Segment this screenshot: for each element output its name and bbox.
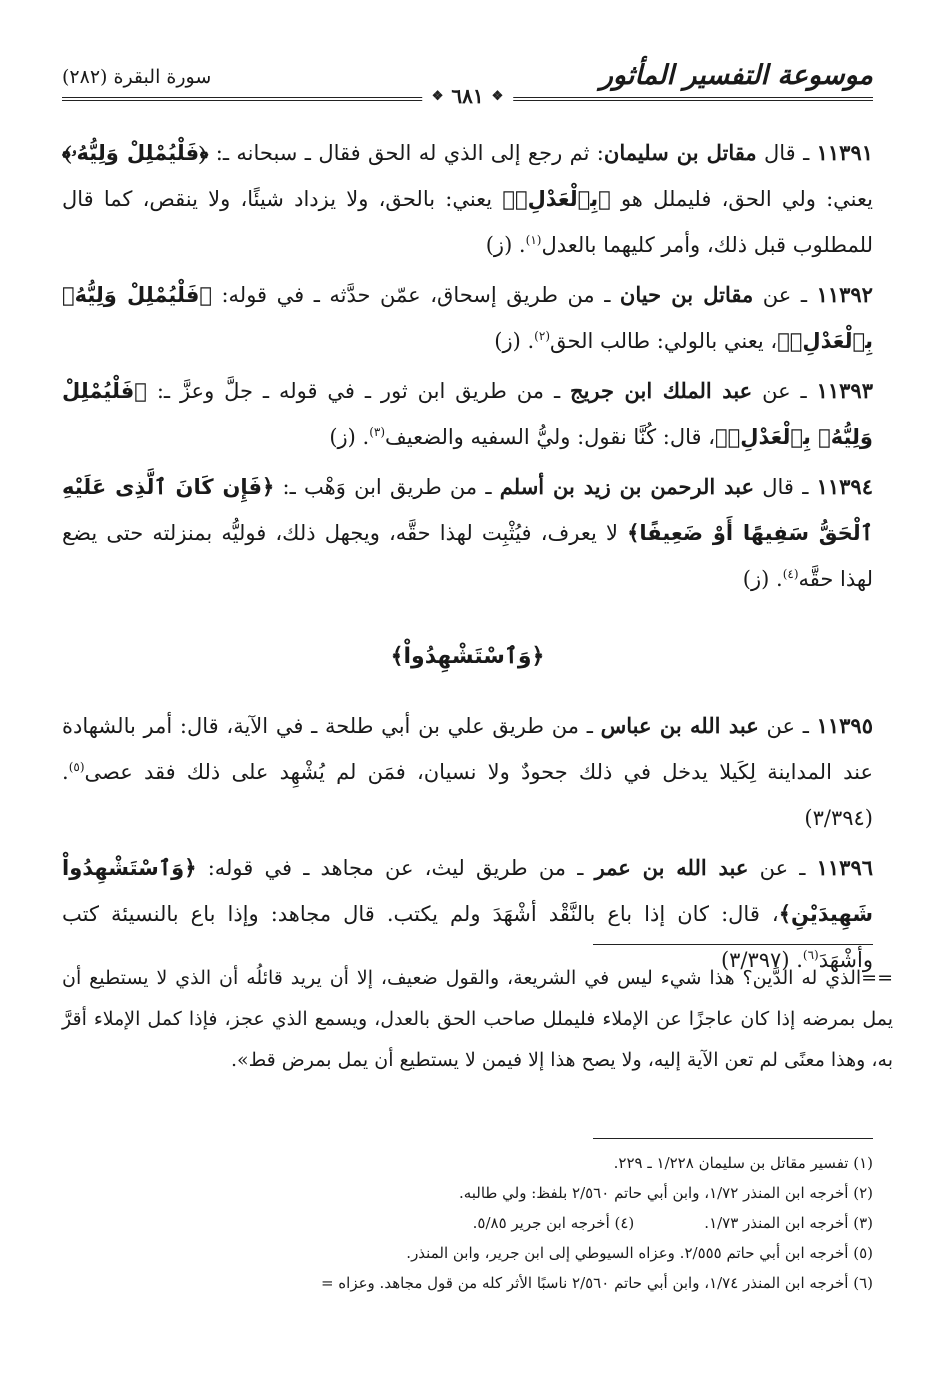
footnote-item: (٢) أخرجه ابن المنذر ١/٧٢، وابن أبي حاتم ٢/٥٦٠ بلفظ: ولي طالبه. [458, 1184, 873, 1202]
footnote-ref: (٦) [802, 948, 819, 962]
footnote-ref: (٥) [68, 760, 85, 774]
footnote-ref: (١) [525, 233, 542, 247]
text-run: ، يعني بالولي: طالب الحق [550, 329, 778, 353]
page-number-box [422, 84, 514, 108]
text-run: ـ عن [752, 379, 817, 403]
narrator-name: عبد الله بن عمر [594, 855, 749, 880]
narrator-name: مقاتل بن حيان [619, 282, 754, 307]
text-run: ـ من طريق ابن وَهْب ـ: [274, 475, 500, 499]
surah-title: سورة البقرة (٢٨٢) [62, 66, 212, 88]
text-run: ـ من طريق علي بن أبي طلحة ـ في الآية، قال: أمر بالشهادة عند المداينة لِكَيلا يدخل في ذلك جحودٌ ولا نسيان، فمَن لم يُشْهِد على ذلك فقد عصى [62, 714, 873, 784]
narration-paragraph [62, 703, 873, 841]
text-run: يعني: بالحق، ولا يزداد شيئًا، ولا ينقص، كما قال للمطلوب قبل ذلك، وأمر كليهما بالعدل [62, 187, 873, 257]
text-run: ـ عن [748, 856, 817, 880]
narration-paragraph [62, 272, 873, 364]
text-run: ـ قال [756, 141, 817, 165]
text-run: ـ عن [753, 283, 817, 307]
footnote-row [62, 1208, 873, 1238]
text-run: : ثم رجع إلى الذي له الحق فقال ـ سبحانه ـ: [208, 141, 604, 165]
source-code: . (ز) [329, 425, 370, 449]
text-run: يعني: ولي الحق، فليملل هو [610, 187, 873, 211]
narration-paragraph [62, 368, 873, 460]
text-run: ـ من طريق ابن ثور ـ في قوله ـ جلَّ وعزَّ ـ: [146, 379, 571, 403]
narrator-name: عبد الرحمن بن زيد بن أسلم [499, 474, 755, 499]
narration-paragraph [62, 130, 873, 268]
narration-number: ١١٣٩٢ [816, 282, 873, 307]
text-run: ـ قال [754, 475, 817, 499]
narration-number: ١١٣٩٣ [816, 378, 873, 403]
narration-number: ١١٣٩٤ [816, 474, 873, 499]
quran-quote: ﴿فَلْيُمْلِلْ وَلِيُّهُۥ﴾ [62, 141, 209, 165]
page-number: ٦٨١ [451, 84, 484, 108]
narration-number: ١١٣٩١ [816, 140, 874, 165]
main-text [62, 130, 873, 987]
footnote-item: (١) تفسير مقاتل بن سليمان ١/٢٢٨ ـ ٢٢٩. [613, 1154, 873, 1172]
footnote-item: (٣) أخرجه ابن المنذر ١/٧٣. [704, 1214, 873, 1232]
quran-quote: ﴿وَٱسْتَشْهِدُواْ شَهِيدَيْنِ﴾ [62, 856, 873, 926]
narrator-name: مقاتل بن سليمان [603, 140, 757, 165]
text-run: ، قال: كان إذا باع بالنَّقْد أشْهَدَ ولم يكتب. قال مجاهد: وإذا باع بالنسيئة كتب وأشْهَدَ [62, 902, 873, 972]
source-code: . (ز) [494, 329, 535, 353]
page-header [62, 56, 873, 112]
narration-number: ١١٣٩٥ [816, 713, 873, 738]
footnote-item: (٦) أخرجه ابن المنذر ١/٧٤، وابن أبي حاتم ٢/٥٦٠ ناسبًا الأثر كله من قول مجاهد. وعزاه = [320, 1274, 873, 1292]
footnote-continuation: ==الذي له الدَّين؟ هذا شيء ليس في الشريعة، والقول ضعيف، إلا أن يريد قائلُه أن الذي لا يستطيع أن يمل بمرضه إذا كان عاجزًا عن الإملاء فليملل صاحب الحق بالعدل، ويسمع الذي عجز، فإذا كمل الإملاء أقرَّ به، وهذا معنًى لم تعن الآية إليه، ولا يصح هذا إلا فيمن لا يستطيع أن يمل بمرض قط». [62, 967, 893, 1071]
narrator-name: عبد الله بن عباس [600, 713, 759, 738]
quran-quote: ﴿فَلْيُمْلِلْ وَلِيُّهُۥ بِٱلْعَدْلِۚ﴾ [62, 283, 873, 353]
ornament-icon: ❖ [431, 88, 444, 104]
text-run: ـ من طريق ليث، عن مجاهد ـ في قوله: [196, 856, 595, 880]
source-code: . (٣/٣٩٧) [720, 948, 803, 972]
quran-quote: ﴿بِٱلْعَدْلِۚ﴾ [502, 187, 611, 211]
narration-number: ١١٣٩٦ [816, 855, 874, 880]
source-code: . (٣/٣٩٤) [62, 760, 873, 830]
footnote-item: (٥) أخرجه ابن أبي حاتم ٢/٥٥٥. وعزاه السيوطي إلى ابن جرير، وابن المنذر. [406, 1244, 873, 1262]
text-run: ، قال: كُنَّا نقول: وليُّ السفيه والضعيف [385, 425, 716, 449]
verse-section-heading: ﴿وَٱسْتَشْهِدُواْ﴾ [390, 644, 545, 669]
source-code: . (ز) [485, 233, 526, 257]
ornament-icon: ❖ [491, 88, 504, 104]
footnote-item: (٤) أخرجه ابن جرير ٥/٨٥. [472, 1214, 635, 1232]
narration-paragraph [62, 464, 873, 602]
book-title: موسوعة التفسير المأثور [599, 60, 873, 91]
text-run: ـ عن [758, 714, 817, 738]
footnote-ref: (٢) [534, 329, 550, 343]
footnote-separator [593, 1138, 873, 1139]
footnote-separator [593, 944, 873, 945]
footnote-ref: (٣) [369, 425, 386, 439]
text-run: لا يعرف، فيُثْبِت لهذا حقَّه، ويجهل ذلك، فوليُّه بمنزلته حتى يضع لهذا حقَّه [62, 521, 873, 591]
footnote-ref: (٤) [782, 567, 799, 581]
footnotes-list [62, 1148, 873, 1298]
narrator-name: عبد الملك ابن جريج [570, 378, 753, 403]
quran-quote: ﴿فَلْيُمْلِلْ وَلِيُّهُۥ بِٱلْعَدْلِۚ﴾ [62, 379, 873, 449]
source-code: . (ز) [742, 567, 783, 591]
text-run: ـ من طريق إسحاق، عمّن حدَّثه ـ في قوله: [211, 283, 620, 307]
quran-quote: ﴿فَإِن كَانَ ٱلَّذِى عَلَيْهِ ٱلْحَقُّ سَفِيهًا أَوْ ضَعِيفًا﴾ [62, 475, 874, 545]
